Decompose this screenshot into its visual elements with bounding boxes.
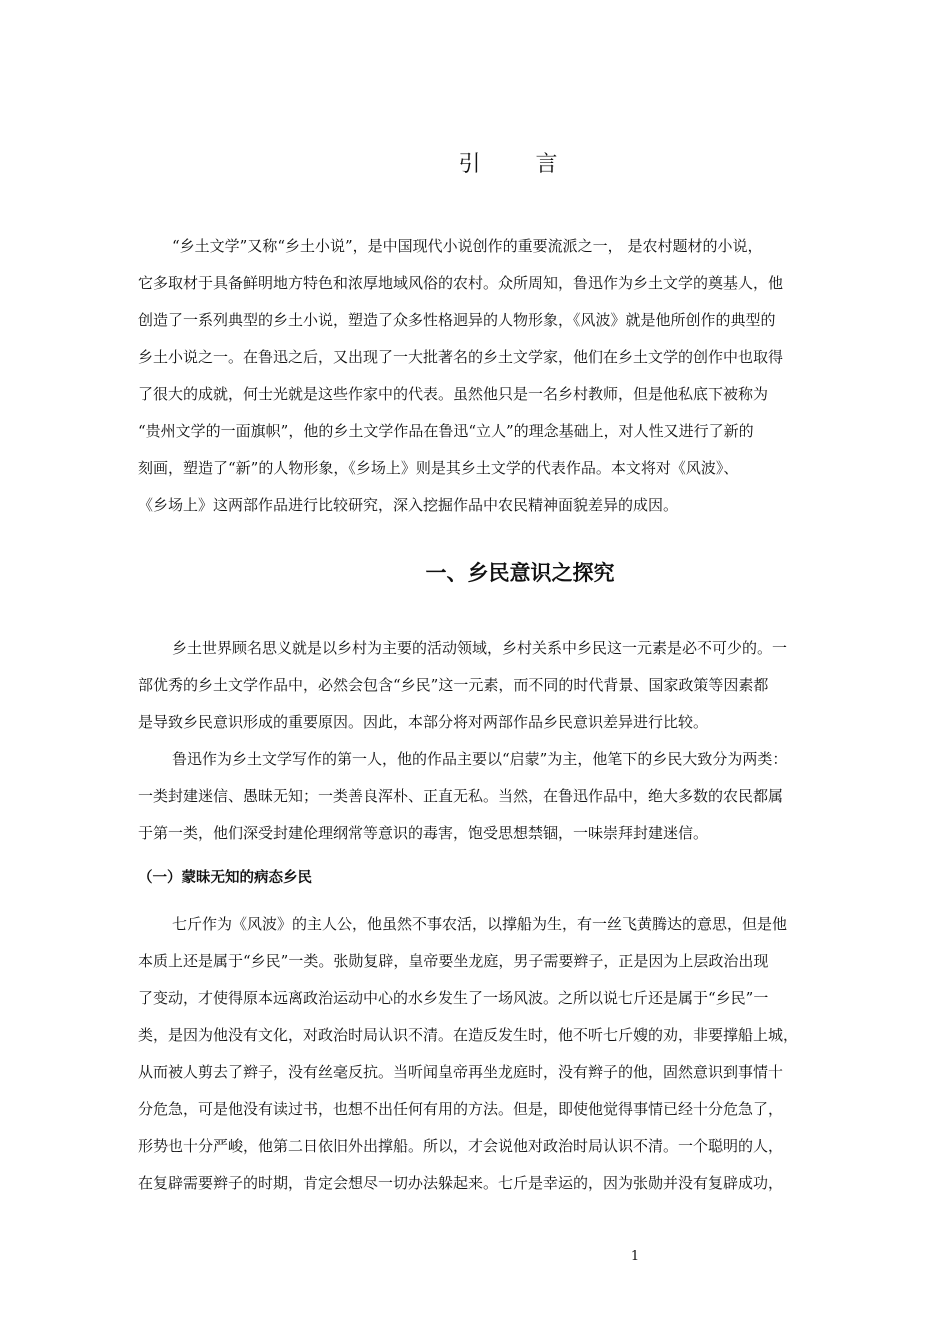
text-line: 本质上还是属于“乡民”一类。张勋复辟，皇帝要坐龙庭，男子需要辫子，正是因为上层政治出现 (138, 952, 769, 970)
text-line: “贵州文学的一面旗帜”，他的乡土文学作品在鲁迅“立人”的理念基础上，对人性又进行了新的 (138, 422, 754, 440)
text-line: 形势也十分严峻，他第二日依旧外出撑船。所以，才会说他对政治时局认识不清。一个聪明的人， (138, 1137, 784, 1155)
text-line: “乡土文学”又称“乡土小说”，是中国现代小说创作的重要流派之一， 是农村题材的小说， (172, 237, 763, 255)
text-line: 《乡场上》这两部作品进行比较研究，深入挖掘作品中农民精神面貌差异的成因。 (138, 496, 679, 514)
text-line: 了变动，才使得原本远离政治运动中心的水乡发生了一场风波。之所以说七斤还是属于“乡民”一 (138, 989, 769, 1007)
subsection-heading: （一）蒙昧无知的病态乡民 (138, 870, 312, 886)
text-line: 七斤作为《风波》的主人公，他虽然不事农活，以撑船为生，有一丝飞黄腾达的意思，但是他 (172, 915, 788, 933)
text-line: 鲁迅作为乡土文学写作的第一人，他的作品主要以“启蒙”为主，他笔下的乡民大致分为两类： (172, 750, 788, 768)
page-title: 引 言 (458, 152, 582, 177)
text-line: 一类封建迷信、愚昧无知；一类善良浑朴、正直无私。当然，在鲁迅作品中，绝大多数的农民都属 (138, 787, 784, 805)
text-line: 部优秀的乡土文学作品中，必然会包含“乡民”这一元素，而不同的时代背景、国家政策等因素都 (138, 676, 769, 694)
text-line: 分危急，可是他没有读过书，也想不出任何有用的方法。但是，即使他觉得事情已经十分危急了， (138, 1100, 784, 1118)
text-line: 在复辟需要辫子的时期，肯定会想尽一切办法躲起来。七斤是幸运的，因为张勋并没有复辟成功， (138, 1174, 784, 1192)
text-line: 它多取材于具备鲜明地方特色和浓厚地域风俗的农村。众所周知，鲁迅作为乡土文学的奠基人，他 (138, 274, 784, 292)
text-line: 乡土世界顾名思义就是以乡村为主要的活动领域，乡村关系中乡民这一元素是必不可少的。一 (172, 639, 788, 657)
text-line: 创造了一系列典型的乡土小说，塑造了众多性格迥异的人物形象，《风波》就是他所创作的典型的 (138, 311, 776, 329)
page-number: 1 (630, 1249, 640, 1264)
text-line: 是导致乡民意识形成的重要原因。因此，本部分将对两部作品乡民意识差异进行比较。 (138, 713, 709, 731)
text-line: 了很大的成就，何士光就是这些作家中的代表。虽然他只是一名乡村教师，但是他私底下被称为 (138, 385, 769, 403)
text-line: 刻画，塑造了“新”的人物形象，《乡场上》则是其乡土文学的代表作品。本文将对《风波》、 (138, 459, 739, 477)
text-line: 乡土小说之一。在鲁迅之后，又出现了一大批著名的乡土文学家，他们在乡土文学的创作中也取得 (138, 348, 784, 366)
text-line: 类，是因为他没有文化，对政治时局认识不清。在造反发生时，他不听七斤嫂的劝，非要撑船上城， (138, 1026, 799, 1044)
text-line: 于第一类，他们深受封建伦理纲常等意识的毒害，饱受思想禁锢，一味崇拜封建迷信。 (138, 824, 709, 842)
section-heading: 一、乡民意识之探究 (425, 561, 615, 585)
text-line: 从而被人剪去了辫子，没有丝毫反抗。当听闻皇帝再坐龙庭时，没有辫子的他，固然意识到事情十 (138, 1063, 784, 1081)
